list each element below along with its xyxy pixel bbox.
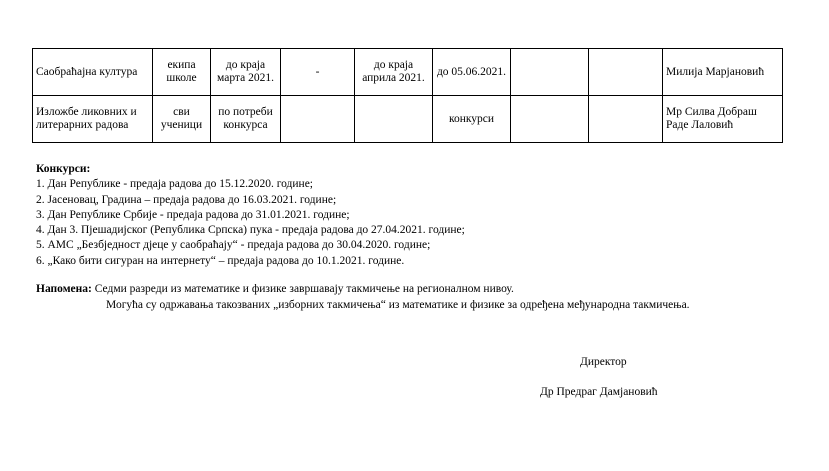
table-cell-stage1: по потреби конкурса (211, 96, 281, 143)
table-cell-stage3: до краја априла 2021. (355, 49, 433, 96)
table-cell-name: Изложбе ликовних и литерарних радова (33, 96, 153, 143)
table-cell-participants: сви ученици (153, 96, 211, 143)
contests-section (36, 162, 465, 269)
table-cell-stage5 (511, 96, 589, 143)
note-label: Напомена: (36, 283, 92, 295)
list-item: 3. Дан Републике Србије - предаја радова до 31.01.2021. године; (36, 208, 350, 221)
note-line-1: Седми разреди из математике и физике завршавају такмичење на регионалном нивоу. (91, 283, 514, 295)
note-line-2: Могућа су одржавања такозваних „изборних такмичења“ из математике и физике за одређена међународна такмичења. (106, 299, 690, 311)
competitions-table (32, 48, 783, 143)
table-cell-stage5 (511, 49, 589, 96)
table-row (33, 96, 783, 143)
table-cell-name: Саобраћајна култура (33, 49, 153, 96)
list-item: 4. Дан 3. Пјешадијског (Република Српска) пука - предаја радова до 27.04.2021. године; (36, 224, 465, 237)
table-cell-stage6 (589, 96, 663, 143)
director-name: Др Предраг Дамјановић (540, 386, 658, 398)
table-cell-stage6 (589, 49, 663, 96)
table-cell-responsible: Мр Силва Добраш Раде Лаловић (663, 96, 783, 143)
list-item: 2. Јасеновац, Градина – предаја радова до 16.03.2021. године; (36, 193, 337, 206)
table-cell-stage3 (355, 96, 433, 143)
list-item: 5. АМС „Безбједност дјеце у саобраћају“ - предаја радова до 30.04.2020. године; (36, 239, 431, 252)
list-item: 1. Дан Републике - предаја радова до 15.12.2020. године; (36, 178, 314, 191)
table-cell-responsible: Милија Марјановић (663, 49, 783, 96)
table-cell-stage4: конкурси (433, 96, 511, 143)
table-cell-stage4: до 05.06.2021. (433, 49, 511, 96)
note-section (36, 281, 690, 311)
list-item: 6. „Како бити сигуран на интернету“ – предаја радова до 10.1.2021. године. (36, 254, 405, 267)
table-cell-participants: екипа школе (153, 49, 211, 96)
director-title: Директор (580, 356, 627, 368)
contests-heading: Конкурси: (36, 163, 91, 175)
table-cell-stage2: - (281, 49, 355, 96)
table-cell-stage2 (281, 96, 355, 143)
table-cell-stage1: до краја марта 2021. (211, 49, 281, 96)
table-row (33, 49, 783, 96)
